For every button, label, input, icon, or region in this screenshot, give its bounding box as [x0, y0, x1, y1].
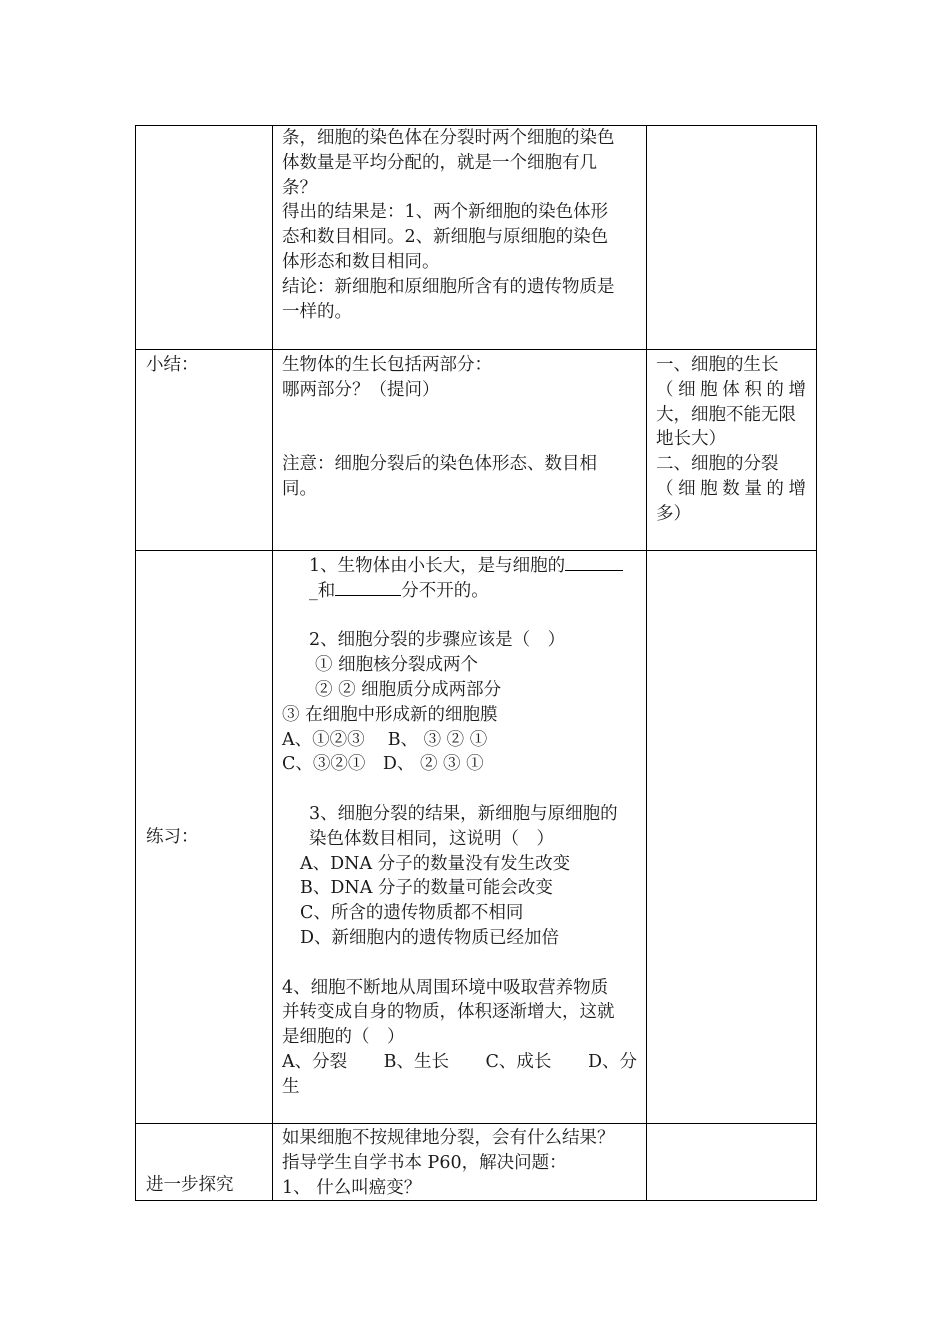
row-experiment-conclusion [136, 126, 817, 350]
text-line: 生物体的生长包括两部分： [282, 355, 492, 375]
q4-stem: 是细胞的（ ） [282, 1027, 405, 1048]
text-line: 指导学生自学书本 P60，解决问题： [282, 1152, 567, 1173]
row-practice [136, 551, 817, 1124]
row1-label-cell [136, 126, 273, 350]
summary-notes-cell [647, 350, 817, 551]
question-3 [282, 802, 637, 951]
q2-option: ③ 在细胞中形成新的细胞膜 [282, 704, 498, 725]
q2-answers: A、①②③ B、 ③ ② ① [282, 729, 488, 750]
summary-content-cell [273, 350, 647, 551]
note-line: （细胞数量的增 [656, 478, 806, 499]
text-line: 1、 什么叫癌变？ [282, 1177, 422, 1198]
q4-stem: 4、细胞不断地从周围环境中吸取营养物质 [282, 977, 609, 998]
summary-label: 小结： [146, 355, 199, 375]
q3-stem: 3、细胞分裂的结果，新细胞与原细胞的 [309, 803, 618, 824]
text-line: 得出的结果是：1、两个新细胞的染色体形 [282, 202, 609, 223]
q4-option: B、生长 [383, 1051, 450, 1072]
inquiry-notes-cell [647, 1124, 817, 1201]
q3-option: B、DNA 分子的数量可能会改变 [300, 878, 553, 899]
q3-option: C、所含的遗传物质都不相同 [300, 903, 524, 924]
q2-answers: C、③②① D、 ② ③ ① [282, 754, 484, 775]
inquiry-label-cell [136, 1124, 273, 1201]
q3-option: D、新细胞内的遗传物质已经加倍 [300, 927, 560, 948]
q3-stem: 染色体数目相同，这说明（ ） [309, 828, 554, 849]
q2-option: ① 细胞核分裂成两个 [315, 655, 479, 676]
text-line: 条，细胞的染色体在分裂时两个细胞的染色 [282, 128, 615, 148]
lesson-plan-table [135, 125, 817, 1201]
note-line: （细胞体积的增 [656, 379, 806, 400]
question-1 [282, 554, 637, 604]
question-2 [282, 628, 637, 777]
note-line: 一、细胞的生长 [656, 355, 779, 375]
text-line: 如果细胞不按规律地分裂，会有什么结果？ [282, 1128, 615, 1148]
row1-notes-cell [647, 126, 817, 350]
q4-option: A、分裂 [282, 1051, 348, 1072]
practice-label: 练习： [146, 826, 199, 847]
q4-option: C、成长 [485, 1051, 552, 1072]
practice-label-cell [136, 551, 273, 1124]
text-line: 态和数目相同。2、新细胞与原细胞的染色 [282, 227, 609, 248]
row-summary [136, 350, 817, 551]
text-line: 体数量是平均分配的，就是一个细胞有几 [282, 152, 597, 173]
row1-content-cell [273, 126, 647, 350]
text-line: 结论：新细胞和原细胞所含有的遗传物质是 [282, 276, 615, 297]
note-line: 大，细胞不能无限 [656, 404, 796, 425]
q1-text: 1、生物体由小长大，是与细胞的 [309, 556, 566, 576]
fill-blank [335, 579, 401, 596]
q4-stem: 并转变成自身的物质，体积逐渐增大，这就 [282, 1002, 615, 1023]
q2-option: ② ② 细胞质分成两部分 [315, 679, 502, 700]
note-line: 地长大） [656, 429, 726, 450]
q3-option: A、DNA 分子的数量没有发生改变 [300, 853, 571, 874]
q4-options [282, 1050, 637, 1075]
q1-text: 分不开的。 [401, 580, 489, 601]
row-further-inquiry [136, 1124, 817, 1201]
text-line: 同。 [282, 478, 317, 499]
inquiry-label: 进一步探究 [146, 1174, 234, 1195]
text-line: 一样的。 [282, 301, 352, 322]
text-line: 条？ [282, 177, 317, 198]
practice-content-cell [273, 551, 647, 1124]
inquiry-content-cell [273, 1124, 647, 1201]
fill-blank [565, 554, 623, 571]
note-line: 多） [656, 503, 691, 524]
text-line: 体形态和数目相同。 [282, 251, 440, 272]
text-line: 注意：细胞分裂后的染色体形态、数目相 [282, 454, 597, 475]
q4-option-tail: 生 [282, 1076, 300, 1097]
practice-notes-cell [647, 551, 817, 1124]
q1-text: _和 [309, 580, 336, 601]
note-line: 二、细胞的分裂 [656, 454, 779, 475]
text-line: 哪两部分？（提问） [282, 379, 440, 400]
q2-stem: 2、细胞分裂的步骤应该是（ ） [309, 630, 566, 651]
summary-label-cell [136, 350, 273, 551]
q4-option: D、分 [587, 1051, 637, 1072]
question-4 [282, 976, 637, 1100]
